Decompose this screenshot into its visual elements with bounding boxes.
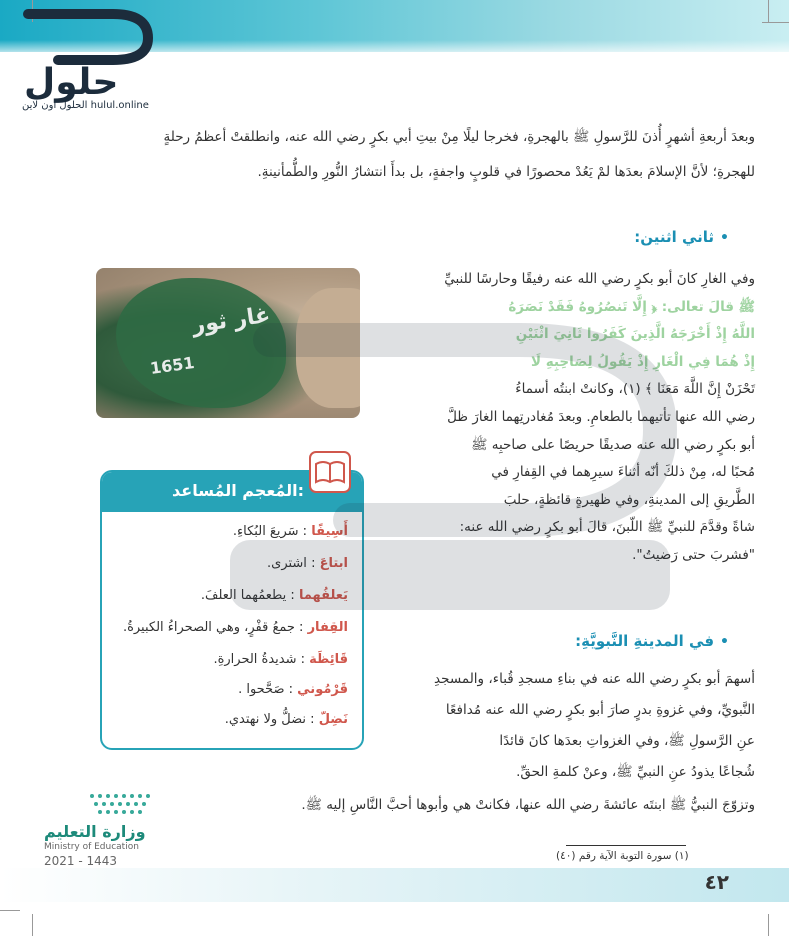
dictionary-entry: أَسِيفًا : سَريعَ البُكاءِ. xyxy=(232,524,348,539)
dictionary-entry: قَرْمُوني : صَحَّحوا . xyxy=(238,682,348,697)
footnote-divider xyxy=(566,845,686,846)
section2-line: أسهمَ أبو بكرٍ رضي الله عنه في بناءِ مسجدِ قُباء، والمسجدِ xyxy=(434,671,755,687)
section1-line: تَحْزَنْ إِنَّ اللَّهَ مَعَنَا ﴾ (١)، وكانتْ ابنتُه أسماءُ xyxy=(515,381,755,398)
section1-line: الطَّريقِ إلى المدينةِ، وفي ظهيرةٍ قائظةٍ، حلبَ xyxy=(503,491,755,508)
ministry-year: 2021 - 1443 xyxy=(44,854,118,868)
section-heading-medina: •في المدينةِ النَّبويَّةِ: xyxy=(575,632,729,650)
section1-line: أبو بكرٍ رضي الله عنه صديقًا حريصًا على صاحبِه ﷺ xyxy=(471,436,755,453)
section2-body xyxy=(393,664,755,788)
crop-mark xyxy=(768,914,769,936)
intro-line: للهجرةِ؛ لأنَّ الإسلامَ بعدَها لمْ يَعُدْ محصورًا في قلوبٍ واجفةٍ، بل بدأَ انتشارُ النُّورِ والطُّمأنينةِ. xyxy=(257,164,755,180)
logo-word: حلول xyxy=(24,62,119,103)
ministry-dots-icon xyxy=(86,792,156,818)
photo-green-rock xyxy=(116,278,286,408)
photo-inscription: غار ثور xyxy=(190,302,272,339)
ministry-arabic: وزارة التعليم xyxy=(44,822,146,841)
dictionary-entry: يَعلفُهما : يطعمُهما العلفَ. xyxy=(200,588,348,603)
logo-subtitle: الحلول اون لاين hulul.online xyxy=(22,100,149,111)
section1-line: "فشربَ حتى رَضيتُ". xyxy=(632,546,755,563)
dictionary-entry: ابتاعَ : اشترى. xyxy=(267,556,348,571)
site-logo xyxy=(8,4,158,114)
section2-line: عنِ الرَّسولِ ﷺ، وفي الغزواتِ بعدَها كانَ قائدًا xyxy=(499,733,755,749)
bullet-icon: • xyxy=(720,634,729,650)
dictionary-box xyxy=(100,470,364,750)
photo-inscription-year: 1651 xyxy=(148,352,196,379)
section1-line: شاةً وقدَّمَ للنبيِّ ﷺ اللّبنَ، قالَ أبو بكرٍ رضي الله عنه: xyxy=(459,519,755,536)
dictionary-entry: القِفار : جمعُ قفْرٍ، وهي الصحراءُ الكبيرةُ. xyxy=(122,620,348,635)
section1-line: ﷺ قالَ تعالى: ﴿ إِلَّا تَنصُرُوهُ فَقَدْ نَصَرَهُ xyxy=(508,298,755,315)
dictionary-entry: نَضِلّ : نضلُّ ولا نهتدي. xyxy=(224,712,348,727)
page-number: ٤٢ xyxy=(704,870,729,894)
intro-paragraph xyxy=(65,124,755,186)
crop-mark xyxy=(32,914,33,936)
dictionary-entry: قَائِظَة : شديدةُ الحرارةِ. xyxy=(213,652,348,667)
section1-body xyxy=(393,266,755,570)
section1-line: اللَّهُ إِذْ أَخْرَجَهُ الَّذِينَ كَفَرُوا ثَانِيَ اثْنَيْنِ xyxy=(515,326,755,343)
bottom-decorative-bar xyxy=(0,868,789,902)
footnote: (١) سورة التوبة الآية رقم (٤٠) xyxy=(556,850,689,862)
photo-boulder xyxy=(296,288,360,408)
ministry-english: Ministry of Education xyxy=(44,842,139,852)
bullet-icon: • xyxy=(720,230,729,246)
section1-line: مُحبًا له، مِنْ ذلكَ أنّه أثناءَ سيرِهما في القِفارِ في xyxy=(491,464,755,481)
ministry-logo xyxy=(44,792,154,872)
section2-line: شُجاعًا يذودُ عنِ النبيِّ ﷺ، وعنْ كلمةِ الحقِّ. xyxy=(516,764,755,780)
open-book-icon xyxy=(306,448,354,496)
section-heading-second-of-two: •ثاني اثنين: xyxy=(634,228,729,246)
section2-last-line: وتزوّجَ النبيُّ ﷺ ابنتَه عائشةَ رضي الله عنها، فكانتْ هي وأبوها أحبَّ النَّاسِ إليه ﷺ. xyxy=(301,797,755,813)
crop-mark xyxy=(768,0,769,22)
section1-line: إِذْ هُمَا فِي الْغَارِ إِذْ يَقُولُ لِصَاحِبِهِ لَا xyxy=(530,353,755,370)
section1-line: وفي الغارِ كانَ أبو بكرٍ رضي الله عنه رفيقًا وحارسًا للنبيِّ xyxy=(444,271,755,287)
dictionary-title: المُعجم المُساعد: xyxy=(172,481,304,500)
intro-line: وبعدَ أربعةِ أشهرٍ أُذنَ للرَّسولِ ﷺ بالهجرةِ، فخرجا ليلًا مِنْ بيتِ أبي بكرٍ رضي الله عنه، وانطلقتْ أعظمُ رحلةٍ xyxy=(163,129,755,145)
cave-photo xyxy=(96,268,360,418)
logo-mark-icon xyxy=(18,8,158,66)
section2-line: النَّبويِّ، وفي غزوةِ بدرٍ صارَ أبو بكرٍ رضي الله عنه مُدافعًا xyxy=(445,702,755,718)
crop-mark xyxy=(0,910,20,911)
crop-mark xyxy=(762,22,789,23)
section1-line: رضي الله عنها تأتيهما بالطعامِ. وبعدَ مُغادرتِهما الغارَ ظلَّ xyxy=(447,408,755,425)
